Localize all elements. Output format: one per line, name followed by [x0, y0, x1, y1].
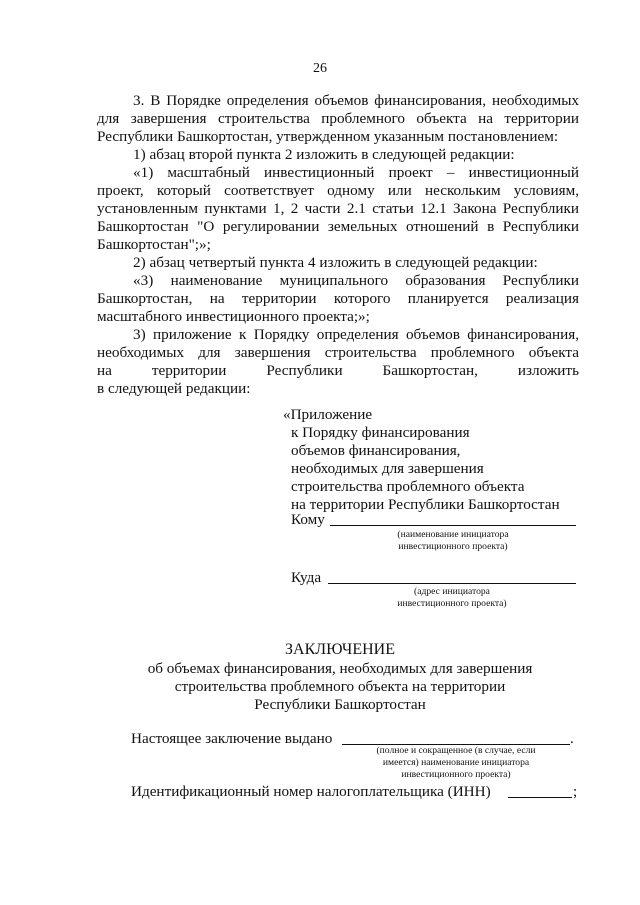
text-line: 3. В Порядке определения объемов финансирования, необходимых [133, 92, 579, 109]
text-line: Республики Башкортостан [254, 696, 426, 713]
text-line: в следующей редакции: [97, 380, 251, 397]
text-line: масштабного инвестиционного проекта;»; [97, 308, 370, 325]
issued-hint [342, 745, 570, 781]
text-line: об объемах финансирования, необходимых для завершения [147, 660, 533, 677]
text-line: объемов финансирования, [291, 442, 461, 459]
hint-line: инвестиционного проекта) [401, 769, 511, 780]
hint-line: (адрес инициатора [414, 586, 490, 597]
hint-line: инвестиционного проекта) [397, 598, 507, 609]
text-line: 1) абзац второй пункта 2 изложить в следующей редакции: [133, 146, 515, 163]
text-line: Башкортостан "О регулировании земельных отношений в Республики [97, 218, 579, 235]
address-hint [328, 586, 576, 610]
issued-end-mark: . [570, 730, 574, 747]
text-line: «3) наименование муниципального образования Республики [133, 272, 579, 289]
text-line: необходимых для завершения [291, 460, 484, 477]
text-line: к Порядку финансирования [291, 424, 470, 441]
text-line: строительства проблемного объекта [291, 478, 525, 495]
hint-line: (полное и сокращенное (в случае, если [376, 745, 536, 756]
text-line: «1) масштабный инвестиционный проект – инвестиционный [133, 164, 579, 181]
recipient-blank-line [330, 525, 576, 526]
conclusion-title: ЗАКЛЮЧЕНИЕ [285, 641, 395, 658]
hint-line: инвестиционного проекта) [398, 541, 508, 552]
text-line: Башкортостан";»; [97, 236, 211, 253]
inn-blank-line [508, 797, 572, 798]
address-blank-line [328, 583, 576, 584]
text-line: 2) абзац четвертый пункта 4 изложить в следующей редакции: [133, 254, 538, 271]
recipient-label: Кому [291, 511, 325, 528]
text-line: на территории Республики Башкортостан [291, 496, 560, 513]
text-line: необходимых для завершения строительства проблемного объекта [97, 344, 579, 361]
address-label: Куда [291, 569, 322, 586]
text-line: для завершения строительства проблемного объекта на территории [97, 110, 579, 127]
hint-line: (наименование инициатора [397, 529, 509, 540]
inn-label: Идентификационный номер налогоплательщика (ИНН) [131, 783, 491, 800]
recipient-hint [330, 529, 576, 553]
text-line: установленным пунктами 1, 2 части 2.1 статьи 12.1 Закона Республики [97, 200, 579, 217]
text-line: 3) приложение к Порядку определения объемов финансирования, [133, 326, 579, 343]
text-line: Башкортостан, на территории которого планируется реализация [97, 290, 579, 307]
text-line: на территории Республики Башкортостан, изложить [97, 362, 579, 379]
text-line: проект, который соответствует одному или нескольким условиям, [97, 182, 579, 199]
hint-line: имеется) наименование инициатора [382, 757, 530, 768]
inn-end-mark: ; [573, 783, 578, 800]
text-line: строительства проблемного объекта на территории [174, 678, 506, 695]
text-line: Республики Башкортостан, утвержденном указанным постановлением: [97, 128, 559, 145]
text-line: «Приложение [283, 406, 373, 423]
page-number: 26 [313, 61, 327, 76]
issued-label: Настоящее заключение выдано [131, 730, 333, 747]
